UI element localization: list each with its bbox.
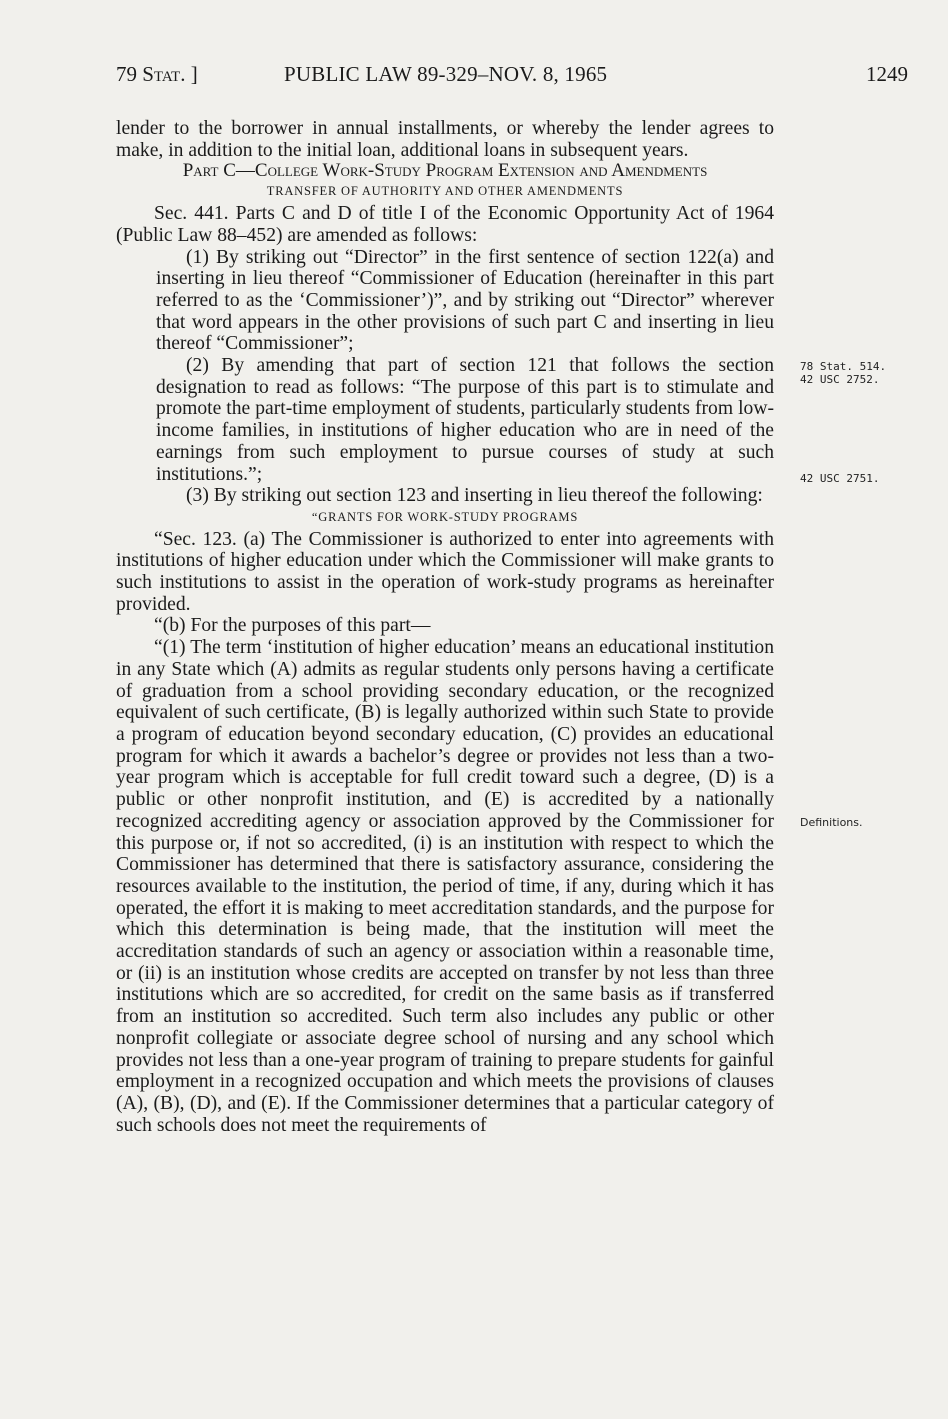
running-head [116,62,908,92]
statute-body [116,118,774,1136]
amendment-item-2: (2) By amending that part of section 121 that follows the section designation to read as follows: “The purpose of this part is to stimulate and promote the part-time employment of students, particularly students from low-income families, in institutions of higher education who are in need of the earnings from such employment to pursue courses of study at such institutions.”; [156,355,774,485]
page-number: 1249 [866,62,908,86]
section-subheading: TRANSFER OF AUTHORITY AND OTHER AMENDMENTS [266,184,624,199]
margin-note-stat: 78 Stat. 514. [800,360,887,373]
page-title: PUBLIC LAW 89-329–NOV. 8, 1965 [284,62,608,86]
margin-note-usc: 42 USC 2752. [800,373,880,386]
grants-subheading: “GRANTS FOR WORK-STUDY PROGRAMS [311,509,579,524]
amendment-item-3: (3) By striking out section 123 and inserting in lieu thereof the following: [186,485,763,507]
section-123-a: “Sec. 123. (a) The Commissioner is authorized to enter into agreements with institutions of higher education under which the Commissioner will make grants to such institutions to assist in the operation of work-study programs as hereinafter provided. [116,528,774,615]
section-123-b: “(b) For the purposes of this part— [154,615,431,637]
margin-note-citation-1 [800,360,886,386]
section-123-b-1: “(1) The term ‘institution of higher education’ means an educational institution in any State which (A) admits as regular students only persons having a certificate of graduation from a school providing secondary education, or the recognized equivalent of such certificate, (B) is legally authorized within such State to provide a program of education beyond secondary education, (C) provides an educational program for which it awards a bachelor’s degree or provides not less than a two-year program which is acceptable for full credit toward such a degree, (D) is a public or other nonprofit institution, and (E) is accredited by a nationally recognized accrediting agency or association approved by the Commissioner for this purpose or, if not so accredited, (i) is an institution with respect to which the Commissioner has determined that there is satisfactory assurance, considering the resources available to the institution, the period of time, if any, during which it has operated, the effort it is making to meet accreditation standards, and the purpose for which this determination is being made, that the institution will meet the accreditation standards of such an agency or association within a reasonable time, or (ii) is an institution whose credits are accepted on transfer by not less than three institutions which are so accredited, for credit on the same basis as if transferred from an institution so accredited. Such term also includes any public or other nonprofit collegiate or associate degree school of nursing and any school which provides not less than a one-year program of training to prepare students for gainful employment in a recognized occupation and which meets the provisions of clauses (A), (B), (D), and (E). If the Commissioner determines that a particular category of such schools does not meet the requirements of [116,637,774,1136]
margin-note-definitions: Definitions. [800,816,863,829]
part-heading: Part C—College Work-Study Program Extension and Amendments [182,160,708,182]
margin-note-citation-2: 42 USC 2751. [800,472,880,485]
section-441: Sec. 441. Parts C and D of title I of the Economic Opportunity Act of 1964 (Public Law 88–452) are amended as follows: [116,203,774,246]
volume-citation: 79 Stat. ] [116,62,198,86]
intro-paragraph: lender to the borrower in annual installments, or whereby the lender agrees to make, in addition to the initial loan, additional loans in subsequent years. [116,118,774,161]
amendment-item-1: (1) By striking out “Director” in the first sentence of section 122(a) and inserting in lieu thereof “Commissioner of Education (hereinafter in this part referred to as the ‘Commissioner’)”, and by striking out “Director” wherever that word appears in the other provisions of such part C and inserting in lieu thereof “Commissioner”; [156,246,774,355]
